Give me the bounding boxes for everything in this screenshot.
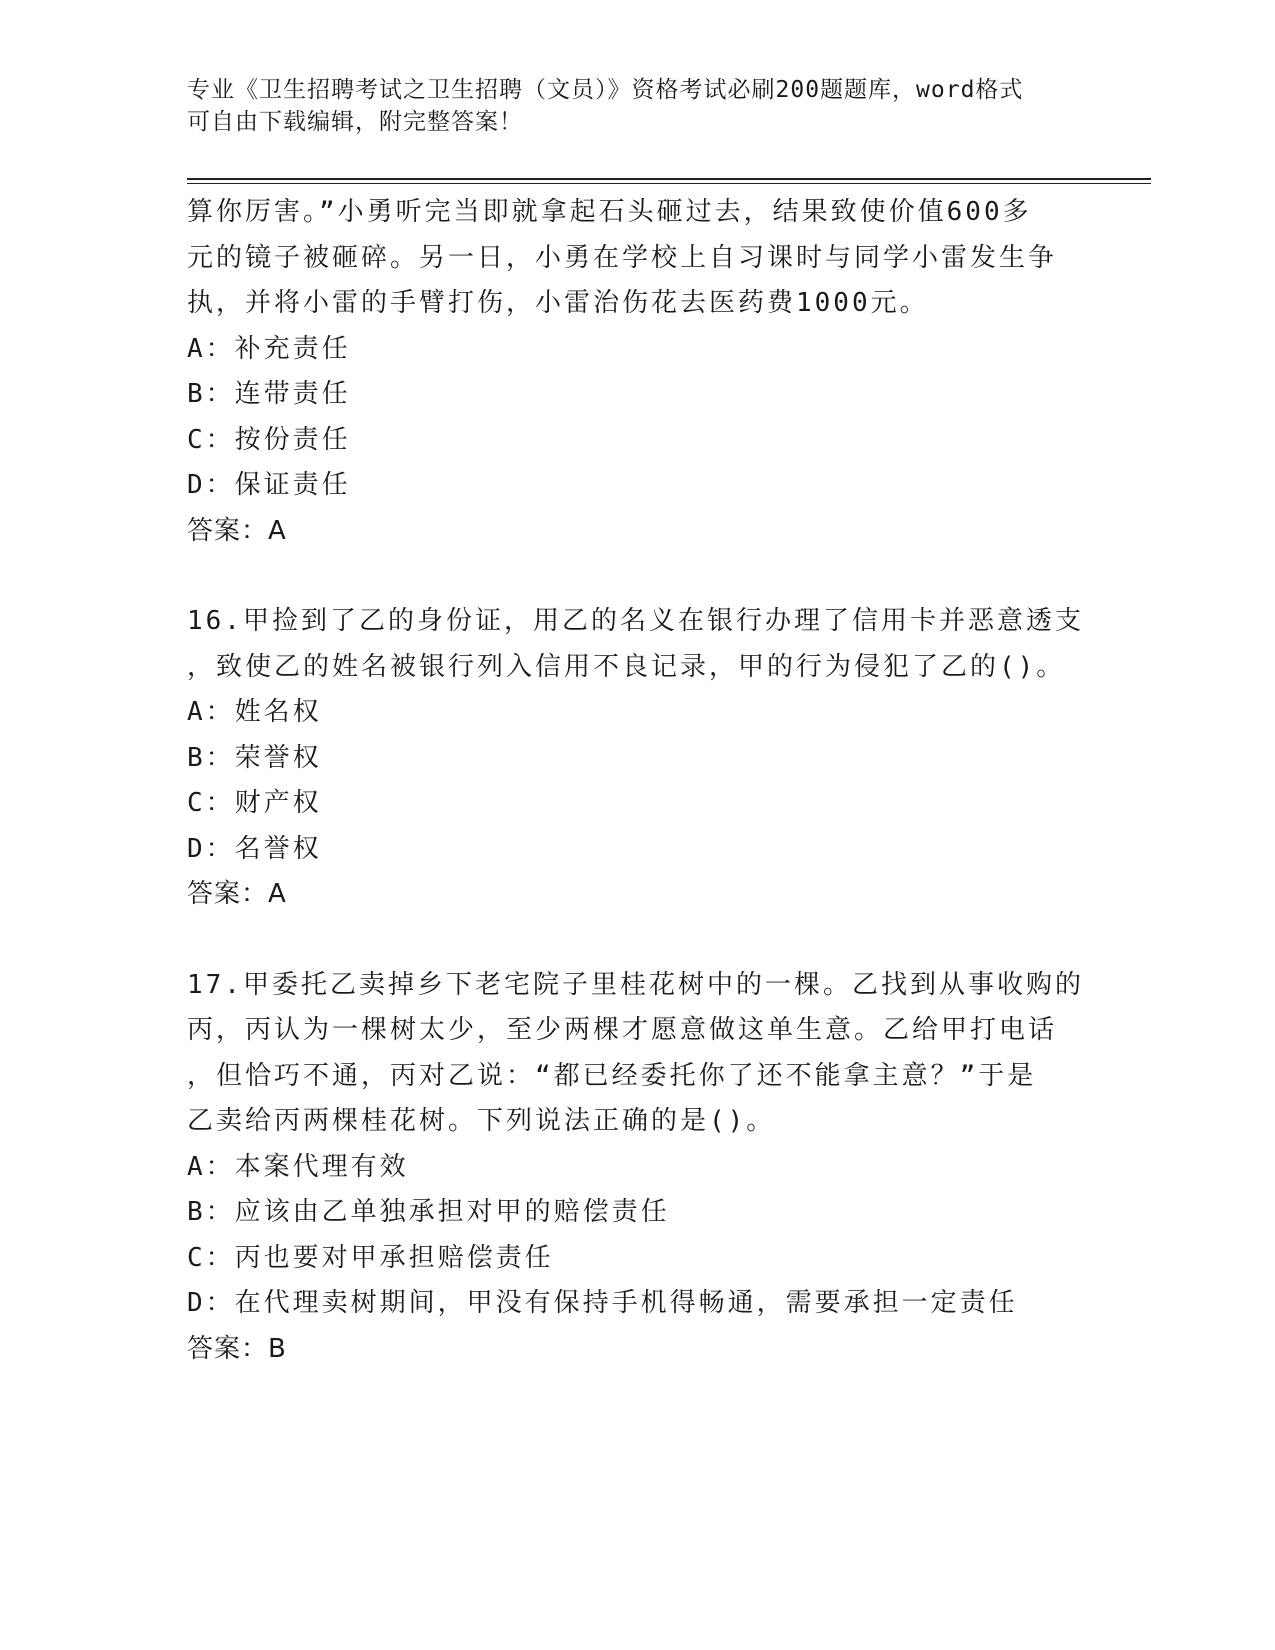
question-text-line: 17.甲委托乙卖掉乡下老宅院子里桂花树中的一棵。乙找到从事收购的: [187, 969, 1084, 1000]
option-a: A：本案代理有效: [187, 1151, 409, 1182]
question-spacer: [187, 554, 1087, 599]
question-text-line: ，致使乙的姓名被银行列入信用不良记录，甲的行为侵犯了乙的()。: [187, 651, 1066, 682]
question-text-line: 丙，丙认为一棵树太少，至少两棵才愿意做这单生意。乙给甲打电话: [187, 1015, 1058, 1045]
option-c: C：财产权: [187, 788, 322, 818]
answer-label: 答案：B: [187, 1333, 287, 1364]
option-a: A：补充责任: [187, 333, 351, 364]
question-text-line: 元的镜子被砸碎。另一日，小勇在学校上自习课时与同学小雷发生争: [187, 242, 1058, 273]
header-divider-thick: [187, 178, 1151, 180]
document-header: [187, 74, 1087, 138]
header-line-2: 可自由下载编辑，附完整答案！: [187, 109, 523, 135]
option-b: B：荣誉权: [187, 742, 322, 773]
option-d: D：在代理卖树期间，甲没有保持手机得畅通，需要承担一定责任: [187, 1288, 1018, 1318]
option-a: A：姓名权: [187, 697, 322, 727]
option-c: C：丙也要对甲承担赔偿责任: [187, 1242, 554, 1273]
question-17: [187, 963, 1087, 1373]
answer-label: 答案：A: [187, 879, 287, 909]
question-text-line: 算你厉害。”小勇听完当即就拿起石头砸过去，结果致使价值600多: [187, 197, 1032, 227]
answer-label: 答案：A: [187, 515, 287, 546]
option-d: D：名誉权: [187, 833, 322, 864]
option-d: D：保证责任: [187, 470, 351, 500]
option-c: C：按份责任: [187, 424, 351, 455]
question-15-continued: [187, 190, 1087, 554]
header-divider-thin: [187, 183, 1151, 184]
header-line-1: 专业《卫生招聘考试之卫生招聘（文员）》资格考试必刷200题题库，word格式: [187, 77, 1024, 103]
question-spacer: [187, 918, 1087, 963]
question-list: [187, 190, 1087, 1372]
question-text-line: 16.甲捡到了乙的身份证，用乙的名义在银行办理了信用卡并恶意透支: [187, 606, 1084, 636]
option-b: B：连带责任: [187, 379, 351, 409]
question-text-line: 乙卖给丙两棵桂花树。下列说法正确的是()。: [187, 1106, 776, 1136]
question-text-line: 执，并将小雷的手臂打伤，小雷治伤花去医药费1000元。: [187, 288, 929, 318]
question-text-line: ，但恰巧不通，丙对乙说：“都已经委托你了还不能拿主意？”于是: [187, 1060, 1037, 1091]
option-b: B：应该由乙单独承担对甲的赔偿责任: [187, 1197, 670, 1227]
question-16: [187, 599, 1087, 918]
